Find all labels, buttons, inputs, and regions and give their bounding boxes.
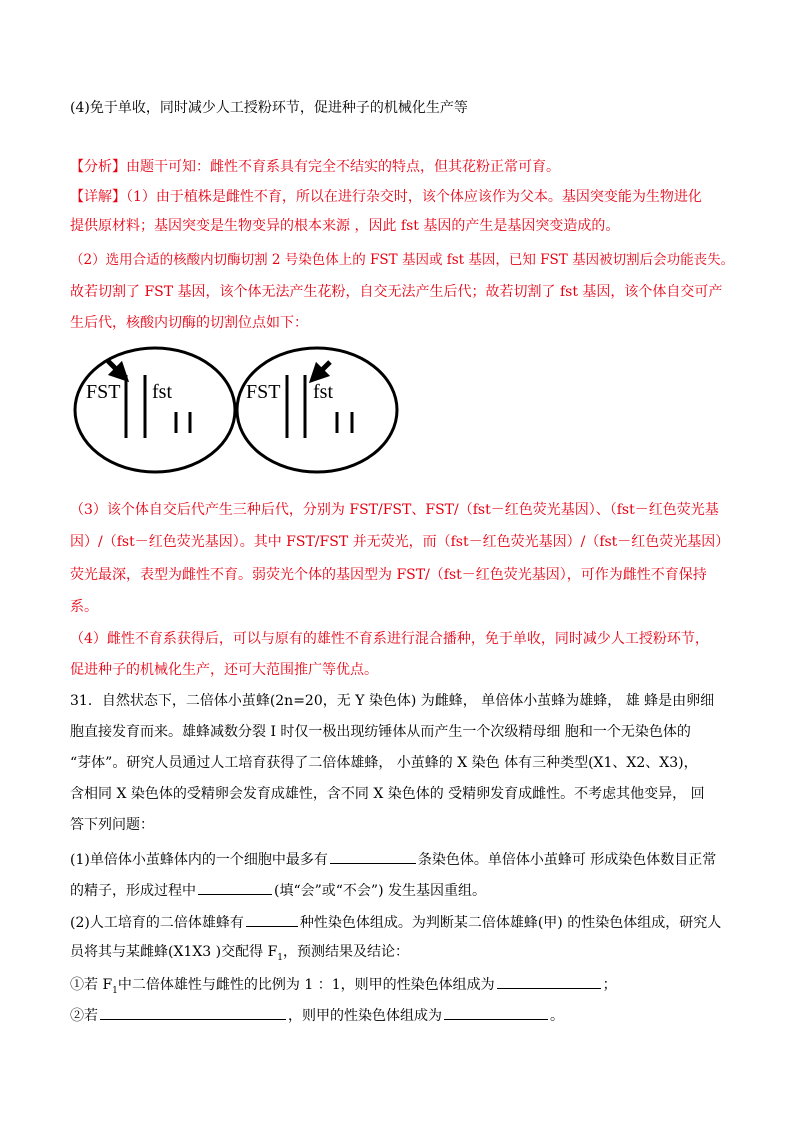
text: ；	[602, 977, 617, 993]
text: 条染色体。单倍体小茧蜂可 形成染色体数目正常	[417, 852, 717, 868]
detail-line-10: （4）雌性不育系获得后，可以与原有的雄性不育系进行混合播种，免于单收，同时减少人工授粉环节，	[70, 631, 709, 647]
question-31-part-1b	[70, 879, 486, 901]
detail-line-5: 生后代，核酸内切酶的切割位点如下：	[70, 315, 308, 331]
question-31-line-1: 31．自然状态下，二倍体小茧蜂(2n=20，无 Y 染色体) 为雌蜂， 单倍体小茧蜂为雄蜂， 雄 蜂是由卵细	[70, 693, 715, 709]
question-31-line-4: 含相同 X 染色体的受精卵会发育成雄性，含不同 X 染色体的 受精卵发育成雌性。不考虑其他变异， 回	[70, 786, 705, 802]
detail-line-3: （2）选用合适的核酸内切酶切割 2 号染色体上的 FST 基因或 fst 基因，已知 FST 基因被切割后会功能丧失。	[70, 252, 735, 268]
detail-line-11: 促进种子的机械化生产，还可大范围推广等优点。	[70, 662, 378, 678]
detail-line-2: 提供原材料；基因突变是生物变异的根本来源 ，因此 fst 基因的产生是基因突变造成的。	[70, 218, 620, 234]
cell-diagram-2	[237, 348, 397, 472]
answer-blank[interactable]	[330, 848, 416, 864]
question-31-option-2	[70, 1004, 564, 1026]
question-31-part-2b	[70, 942, 409, 968]
question-31-line-2: 胞直接发育而来。雄蜂减数分裂 Ⅰ 时仅一极出现纺锤体从而产生一个次级精母细 胞和一个无染色体的	[70, 724, 691, 740]
gene-label-fst: fst	[313, 381, 333, 403]
detail-text: （1）由于植株是雌性不育，所以在进行杂交时，该个体应该作为父本。基因突变能为生物进化	[126, 189, 702, 205]
gene-label-fst: fst	[152, 381, 172, 403]
analysis-text: 由题干可知：雌性不育系具有完全不结实的特点，但其花粉正常可育。	[126, 159, 560, 175]
gene-label-FST: FST	[86, 381, 121, 403]
question-31-part-1	[70, 848, 716, 870]
text: 。	[550, 1008, 564, 1024]
text: (1)单倍体小茧蜂体内的一个细胞中最多有	[70, 852, 328, 868]
cell-outline	[75, 348, 235, 472]
text: 员将其与某雌蜂(X1X3 )交配得 F	[70, 944, 278, 960]
text: (填“会”或“不会”) 发生基因重组。	[274, 883, 487, 899]
question-31-option-1	[70, 973, 617, 1001]
question-31-line-3: “芽体”。研究人员通过人工培育获得了二倍体雄蜂， 小茧蜂的 X 染色 体有三种类型(X1、X2、X3)，	[70, 755, 698, 771]
question-31-line-5: 答下列问题：	[70, 817, 154, 833]
answer-blank[interactable]	[198, 879, 272, 895]
detail-line-1	[70, 187, 702, 207]
detail-line-4: 故若切割了 FST 基因，该个体无法产生花粉，自交无法产生后代；故若切割了 fst 基因，该个体自交可产	[70, 284, 723, 300]
detail-line-9: 系。	[70, 599, 98, 615]
detail-line-6: （3）该个体自交后代产生三种后代，分别为 FST/FST、FST/（fst－红色荧光基因）、（fst－红色荧光基	[70, 502, 719, 518]
cut-site-diagram	[72, 345, 412, 480]
cut-arrow	[316, 362, 330, 376]
answer-line-4: (4)免于单收，同时减少人工授粉环节，促进种子的机械化生产等	[70, 100, 468, 116]
answer-blank[interactable]	[497, 973, 601, 989]
text: ，则甲的性染色体组成为	[288, 1008, 442, 1024]
answer-blank[interactable]	[246, 911, 298, 927]
subscript: 1	[112, 985, 118, 996]
text: ②若	[70, 1008, 98, 1024]
detail-tag: 【详解】	[70, 189, 126, 205]
text: (2)人工培育的二倍体雄蜂有	[70, 915, 244, 931]
cell-outline	[237, 348, 397, 472]
cut-arrow	[108, 361, 122, 375]
question-31-part-2	[70, 911, 721, 933]
text: 种性染色体组成。为判断某二倍体雄蜂(甲) 的性染色体组成，研究人	[299, 915, 722, 931]
subscript: 1	[277, 952, 284, 963]
detail-line-8: 荧光最深，表型为雌性不育。弱荧光个体的基因型为 FST/（fst－红色荧光基因），可作为雌性不育保持	[70, 567, 707, 583]
answer-blank[interactable]	[100, 1004, 286, 1020]
gene-label-FST: FST	[246, 381, 281, 403]
answer-blank[interactable]	[444, 1004, 548, 1020]
analysis-tag: 【分析】	[70, 159, 126, 175]
text: 的精子，形成过程中	[70, 883, 196, 899]
text: ，预测结果及结论：	[283, 944, 410, 960]
cell-diagram-1	[75, 348, 235, 472]
text: 中二倍体雄性与雌性的比例为 1 ：1，则甲的性染色体组成为	[117, 977, 495, 993]
text: ①若 F	[70, 977, 113, 993]
detail-line-7: 因）/（fst－红色荧光基因）。其中 FST/FST 并无荧光，而（fst－红色荧光基因）/（fst－红色荧光基因）	[70, 534, 730, 550]
analysis-line	[70, 157, 560, 177]
